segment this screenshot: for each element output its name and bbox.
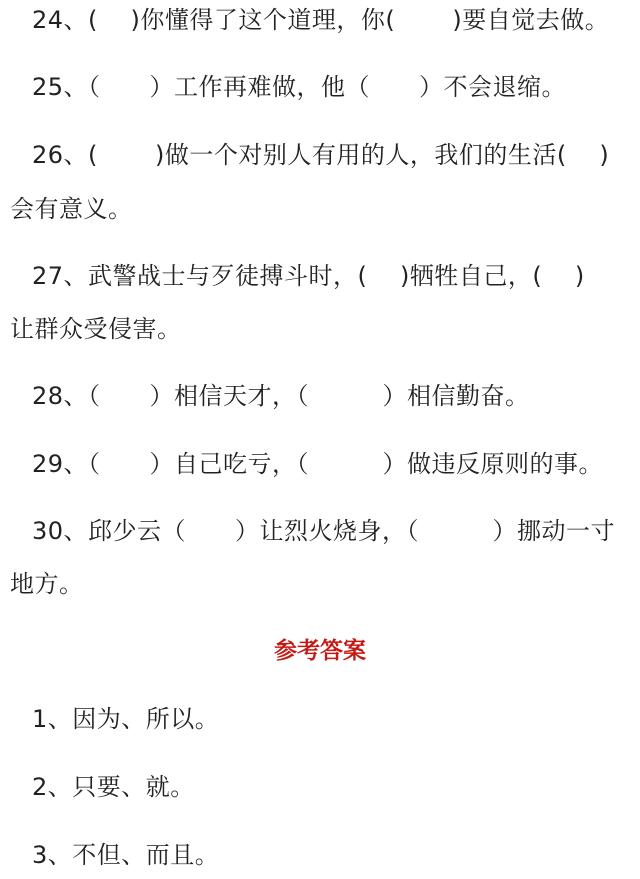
question-28-line-1: 28、（ ）相信天才，（ ）相信勤奋。 xyxy=(32,382,530,410)
answers-heading: 参考答案 xyxy=(274,638,366,664)
question-25-line-1: 25、（ ）工作再难做，他（ ）不会退缩。 xyxy=(32,73,567,101)
question-30-line-1: 30、邱少云（ ）让烈火烧身，（ ）挪动一寸 xyxy=(32,517,616,545)
answer-3: 3、不但、而且。 xyxy=(32,841,220,869)
question-30-line-2: 地方。 xyxy=(10,570,84,598)
question-27-line-2: 让群众受侵害。 xyxy=(10,315,182,343)
answer-2: 2、只要、就。 xyxy=(32,773,195,801)
question-27-line-1: 27、武警战士与歹徒搏斗时，( )牺牲自己，( ) xyxy=(32,262,585,290)
question-24-line-1: 24、( )你懂得了这个道理，你( )要自觉去做。 xyxy=(32,6,610,34)
question-29-line-1: 29、（ ）自己吃亏，（ ）做违反原则的事。 xyxy=(32,450,604,478)
question-26-line-1: 26、( )做一个对别人有用的人，我们的生活( ) xyxy=(32,141,610,169)
answer-1: 1、因为、所以。 xyxy=(32,705,220,733)
question-26-line-2: 会有意义。 xyxy=(10,195,133,223)
